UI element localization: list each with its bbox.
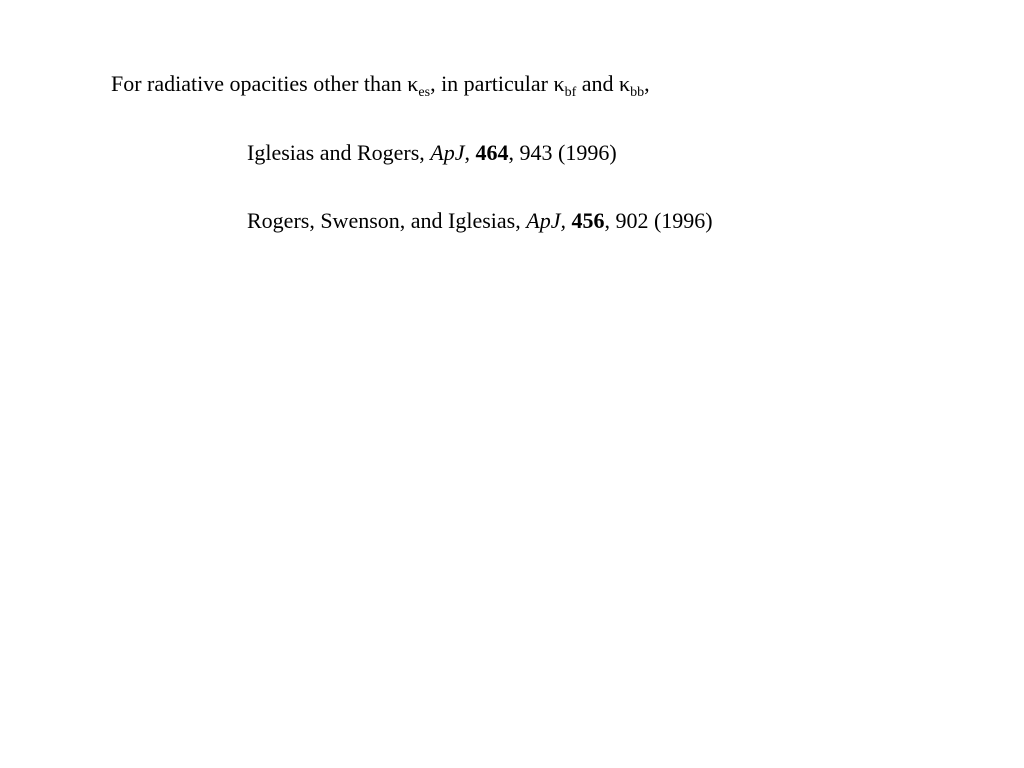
reference-authors: Rogers, Swenson, and Iglesias, bbox=[247, 208, 527, 233]
reference-2 bbox=[247, 210, 713, 232]
reference-journal: ApJ, bbox=[526, 208, 566, 233]
reference-volume: 456 bbox=[571, 208, 605, 233]
kappa-bb-subscript: bb bbox=[630, 85, 645, 100]
intro-part1: For radiative opacities other than bbox=[111, 71, 408, 96]
reference-1 bbox=[247, 142, 617, 164]
kappa-es-subscript: es bbox=[418, 85, 431, 100]
kappa-bb-symbol: κ bbox=[619, 71, 631, 96]
reference-separator: , bbox=[464, 140, 476, 165]
reference-pages-year: , 943 (1996) bbox=[508, 140, 617, 165]
intro-part3: and bbox=[576, 71, 619, 96]
intro-part2: , in particular bbox=[430, 71, 554, 96]
reference-journal: ApJ bbox=[430, 140, 465, 165]
kappa-bf-subscript: bf bbox=[564, 85, 577, 100]
kappa-es-symbol: κ bbox=[407, 71, 419, 96]
intro-text bbox=[111, 71, 650, 100]
reference-pages-year: , 902 (1996) bbox=[604, 208, 713, 233]
kappa-bf-symbol: κ bbox=[553, 71, 565, 96]
intro-part4: , bbox=[644, 71, 650, 96]
reference-volume: 464 bbox=[475, 140, 509, 165]
reference-authors: Iglesias and Rogers, bbox=[247, 140, 431, 165]
